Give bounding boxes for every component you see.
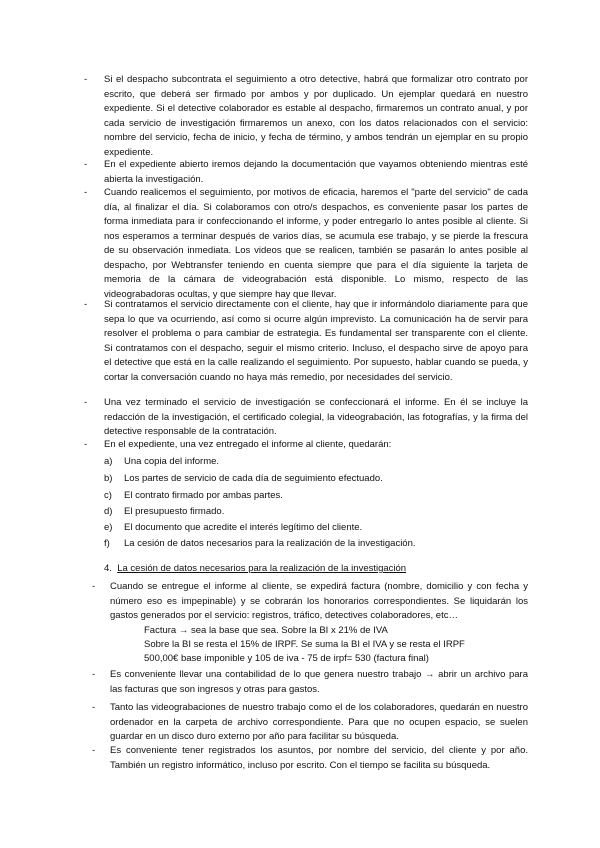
bullet-marker: - xyxy=(92,669,96,680)
list-item-label: c) xyxy=(104,490,112,501)
paragraph-parte-servicio: Cuando realicemos el seguimiento, por motivos de eficacia, haremos el "parte del servicio" de cada día, al finalizar el día. Si colaboramos con otro/s despachos, es conveniente pasar los partes de forma inmediata para ir confeccionando el informe, y poder entregarlo lo antes posible al cliente. Si nos esperamos a terminar después de varios días, se acumula ese trabajo, y se pierde la frescura de su observación inmediata. Los videos que se realicen, también se pasarán lo antes posible al despacho, por Webtransfer teniendo en cuenta siempre que para el día siguiente la tarjeta de memoria de la cámara de videograbación está disponible. Lo mismo, respecto de las videograbadoras ocultas, y que siempre hay que llevar. xyxy=(104,187,528,300)
list-item: El contrato firmado por ambas partes. xyxy=(124,490,283,501)
bullet-marker: - xyxy=(84,187,88,198)
paragraph-contabilidad: Es conveniente llevar una contabilidad de lo que genera nuestro trabajo → abrir un archivo para las facturas que son ingresos y otras para gastos. xyxy=(110,669,528,695)
paragraph-factura: Cuando se entregue el informe al cliente, se expedirá factura (nombre, domicilio y con fecha y número eso es impepinable) y se cobrarán los honorarios correspondientes. Se liquidarán los gastos generados por el servicio: registros, tráfico, detectives colaboradores, etc… xyxy=(110,581,528,621)
list-item: El presupuesto firmado. xyxy=(124,506,225,517)
list-item-label: d) xyxy=(104,506,113,517)
list-item-label: a) xyxy=(104,456,113,467)
list-item: Una copia del informe. xyxy=(124,456,220,467)
list-item-label: f) xyxy=(104,538,110,549)
paragraph-contratacion-directa: Si contratamos el servicio directamente con el cliente, hay que ir informándolo diariamente para que sepa lo que va ocurriendo, así como si ocurre algún imprevisto. La comunicación ha de servir para resolver el problema o para cambiar de estrategia. Es fundamental ser transparente con el cliente. Si contratamos con el despacho, seguir el mismo criterio. Incluso, el despacho sirve de apoyo para el detective que está en la calle realizando el seguimiento. Por supuesto, hablar cuando se pueda, y cortar la conversación cuando no haya más remedio, por necesidades del servicio. xyxy=(104,299,528,383)
bullet-marker: - xyxy=(92,745,96,756)
bullet-marker: - xyxy=(84,74,88,85)
bullet-marker: - xyxy=(84,299,88,310)
bullet-marker: - xyxy=(92,702,96,713)
invoice-line: Factura → sea la base que sea. Sobre la BI x 21% de IVA xyxy=(144,625,388,636)
list-item-label: b) xyxy=(104,473,113,484)
paragraph-subcontract: Si el despacho subcontrata el seguimiento a otro detective, habrá que formalizar otro contrato por escrito, que deberá ser firmado por ambos y por duplicado. Un ejemplar quedará en nuestro expediente. Si el detective colaborador es estable al despacho, firmaremos un contrato anual, y por cada servicio de investigación firmaremos un anexo, con los datos relacionados con el servicio: nombre del servicio, fecha de inicio, y fecha de término, y ambos tendrán un ejemplar en su propio expediente. xyxy=(104,74,528,158)
bullet-marker: - xyxy=(84,397,88,408)
list-item: El documento que acredite el interés legítimo del cliente. xyxy=(124,522,363,533)
paragraph-expediente-abierto: En el expediente abierto iremos dejando la documentación que vayamos obteniendo mientras esté abierta la investigación. xyxy=(104,159,528,185)
invoice-line: Sobre la BI se resta el 15% de IRPF. Se suma la BI el IVA y se resta el IRPF xyxy=(144,639,465,650)
paragraph-videograbaciones: Tanto las videograbaciones de nuestro trabajo como el de los colaboradores, quedarán en nuestro ordenador en la carpeta de archivo correspondiente. Para que no ocupen espacio, se suelen guardar en un disco duro externo por año para facilitar su búsqueda. xyxy=(110,702,528,742)
section-title: La cesión de datos necesarios para la realización de la investigación xyxy=(117,563,407,574)
paragraph-expediente-entregado: En el expediente, una vez entregado el informe al cliente, quedarán: xyxy=(104,439,392,450)
bullet-marker: - xyxy=(84,159,88,170)
bullet-marker: - xyxy=(92,581,96,592)
paragraph-registro-asuntos: Es conveniente tener registrados los asuntos, por nombre del servicio, del cliente y por año. También un registro informático, incluso por escrito. Con el tiempo se facilita su búsqueda. xyxy=(110,745,528,771)
section-number: 4. xyxy=(104,563,112,574)
list-item: Los partes de servicio de cada día de seguimiento efectuado. xyxy=(124,473,383,484)
section-heading xyxy=(104,562,406,577)
invoice-line: 500,00€ base imponible y 105 de iva - 75 de irpf= 530 (factura final) xyxy=(144,653,429,664)
list-item-label: e) xyxy=(104,522,113,533)
bullet-marker: - xyxy=(84,439,88,450)
list-item: La cesión de datos necesarios para la realización de la investigación. xyxy=(124,538,416,549)
paragraph-informe: Una vez terminado el servicio de investigación se confeccionará el informe. En él se incluye la redacción de la investigación, el certificado colegial, la videograbación, las fotografías, y la firma del detective responsable de la contratación. xyxy=(104,397,528,437)
